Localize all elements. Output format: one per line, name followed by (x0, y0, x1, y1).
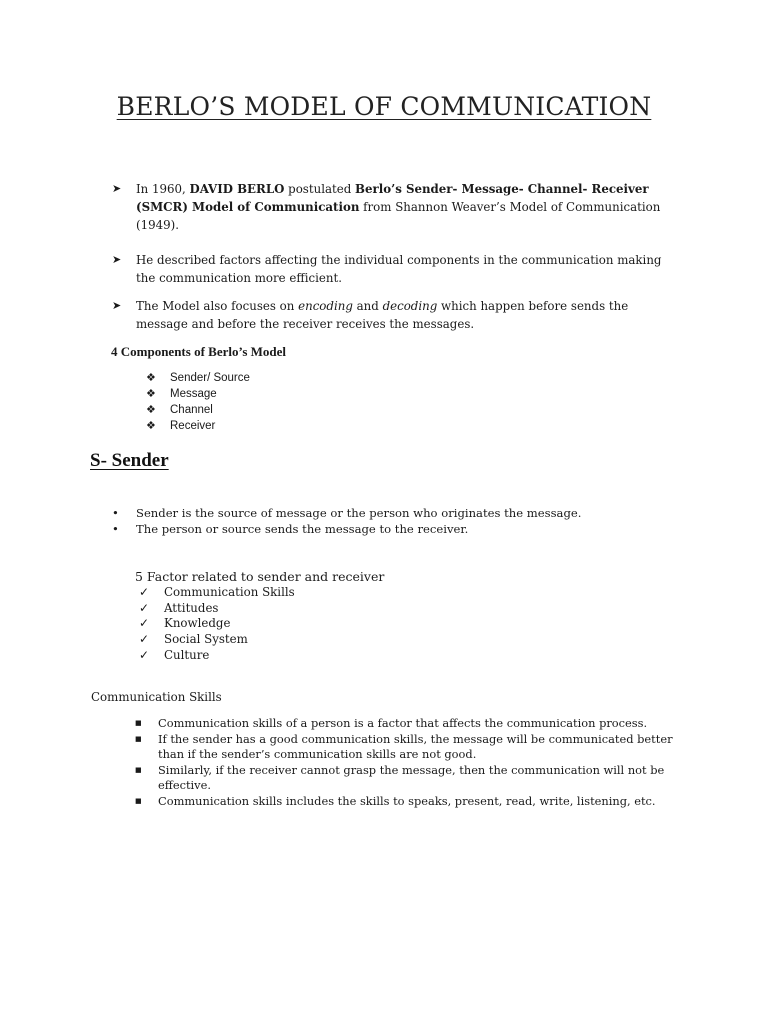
list-item (139, 648, 295, 664)
square-bullet-icon: ■ (135, 796, 142, 805)
arrow-bullet-icon: ➤ (112, 299, 122, 312)
square-bullet-icon: ■ (135, 734, 142, 743)
component-label: Channel (170, 404, 213, 416)
list-item (112, 521, 581, 537)
list-item (139, 632, 295, 648)
intro-paragraph-1-text (136, 180, 672, 234)
diamond-bullet-icon: ❖ (146, 404, 156, 416)
text-run: In 1960, (136, 182, 190, 196)
component-label: Receiver (170, 420, 216, 432)
factor-label: Attitudes (164, 600, 219, 615)
list-item (146, 370, 250, 386)
point-text: Communication skills includes the skills to speaks, present, read, write, listening, etc. (158, 793, 656, 808)
checkmark-icon: ✓ (139, 632, 149, 647)
factors-list (139, 585, 295, 663)
list-item (112, 505, 581, 521)
component-label: Message (170, 388, 217, 400)
checkmark-icon: ✓ (139, 585, 149, 599)
factor-label: Knowledge (164, 616, 231, 631)
sender-points-list (112, 505, 581, 537)
point-text: The person or source sends the message to the receiver. (136, 522, 469, 536)
text-run: from Shannon Weaver’s Model of Communication (1949). (136, 200, 661, 232)
checkmark-icon: ✓ (139, 616, 149, 631)
page-title: BERLO’S MODEL OF COMMUNICATION (116, 92, 652, 121)
components-list (146, 370, 250, 434)
diamond-bullet-icon: ❖ (146, 388, 156, 400)
list-item (135, 763, 680, 794)
point-text: Similarly, if the receiver cannot grasp the message, then the communication will not be effective. (158, 762, 665, 793)
factor-label: Culture (164, 647, 210, 662)
intro-paragraph-2-text: He described factors affecting the individual components in the communication making the communication more efficient. (136, 253, 662, 285)
checkmark-icon: ✓ (139, 647, 149, 662)
communication-skills-heading: Communication Skills (91, 690, 222, 704)
arrow-bullet-icon: ➤ (112, 253, 122, 266)
list-item (146, 386, 250, 402)
list-item (139, 616, 295, 632)
list-item (146, 402, 250, 418)
text-run: and (352, 299, 383, 313)
sender-section-heading: S- Sender (90, 450, 169, 471)
list-item (139, 601, 295, 617)
factor-label: Social System (164, 632, 248, 647)
text-run: postulated (284, 182, 356, 196)
factors-heading: 5 Factor related to sender and receiver (135, 569, 385, 584)
intro-paragraph-3-text (136, 297, 672, 333)
diamond-bullet-icon: ❖ (146, 372, 156, 384)
point-text: Sender is the source of message or the person who originates the message. (136, 506, 582, 520)
checkmark-icon: ✓ (139, 600, 149, 615)
point-text: If the sender has a good communication skills, the message will be communicated better than if the sender’s communication skills are not good. (158, 731, 673, 762)
point-text: Communication skills of a person is a factor that affects the communication process. (158, 716, 648, 730)
intro-paragraph-1 (112, 180, 672, 234)
model-name: Berlo’s Sender- Message- Channel- Receiver (SMCR) Model of Communication (136, 182, 649, 214)
text-run: which happen before sends the message and before the receiver receives the messages. (136, 299, 629, 331)
components-heading: 4 Components of Berlo’s Model (111, 344, 287, 359)
factor-label: Communication Skills (164, 585, 295, 599)
arrow-bullet-icon: ➤ (112, 182, 122, 195)
list-item (135, 716, 680, 732)
emphasis-decoding: decoding (382, 299, 438, 313)
author-name: DAVID BERLO (189, 182, 285, 196)
dot-bullet-icon: • (112, 522, 119, 536)
intro-paragraph-3 (112, 297, 672, 333)
dot-bullet-icon: • (112, 506, 119, 520)
square-bullet-icon: ■ (135, 765, 142, 774)
component-label: Sender/ Source (170, 372, 250, 384)
communication-skills-list (135, 716, 680, 810)
diamond-bullet-icon: ❖ (146, 420, 156, 432)
list-item (135, 732, 680, 763)
emphasis-encoding: encoding (298, 299, 353, 313)
list-item (146, 418, 250, 434)
text-run: The Model also focuses on (136, 299, 299, 313)
square-bullet-icon: ■ (135, 719, 142, 727)
list-item (139, 585, 295, 601)
list-item (135, 794, 680, 810)
intro-paragraph-2 (112, 251, 672, 287)
